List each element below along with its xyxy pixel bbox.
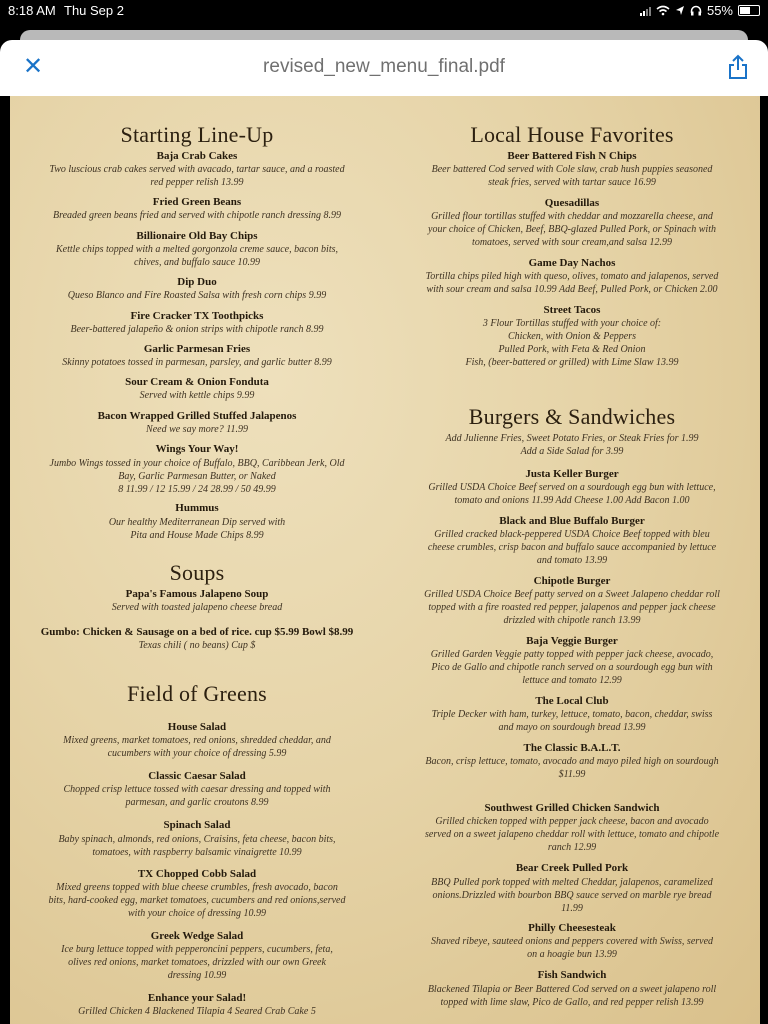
menu-item-desc: Grilled USDA Choice Beef served on a sourdough egg bun with lettuce, bbox=[428, 482, 716, 493]
menu-item-name: House Salad bbox=[167, 721, 227, 733]
menu-item-desc: 8 11.99 / 12 15.99 / 24 28.99 / 50 49.99 bbox=[118, 484, 276, 495]
menu-item-desc: Grilled chicken topped with pepper jack cheese, bacon and avocado bbox=[435, 816, 709, 827]
document-header bbox=[0, 40, 768, 96]
menu-item-desc: Fish, (beer-battered or grilled) with Lime Slaw 13.99 bbox=[465, 357, 679, 368]
menu-item-desc: and mayo on sourdough bread 13.99 bbox=[498, 722, 646, 733]
menu-item-desc: Bay, Garlic Parmesan Butter, or Naked bbox=[118, 471, 276, 482]
menu-item-name: Southwest Grilled Chicken Sandwich bbox=[484, 802, 660, 814]
menu-item-name: Philly Cheesesteak bbox=[528, 922, 616, 934]
menu-item-name: Justa Keller Burger bbox=[525, 468, 619, 480]
menu-item-name: Spinach Salad bbox=[163, 819, 231, 831]
menu-item-desc: Grilled USDA Choice Beef patty served on a Sweet Jalapeno cheddar roll bbox=[424, 589, 720, 600]
menu-item-desc: drizzled with chipotle ranch 13.99 bbox=[503, 615, 641, 626]
menu-item-desc: tomatoes, with raspberry balsamic vinaigrette 10.99 bbox=[92, 847, 302, 858]
menu-item-desc: Tortilla chips piled high with queso, olives, tomato and jalapenos, served bbox=[425, 271, 719, 282]
menu-item-desc: with your choice of dressing 10.99 bbox=[128, 908, 266, 919]
menu-item-desc: Pulled Pork, with Feta & Red Onion bbox=[498, 344, 646, 355]
menu-item-desc: and tomato 13.99 bbox=[536, 555, 608, 566]
menu-item-desc: Chopped crisp lettuce tossed with caesar dressing and topped with bbox=[63, 784, 331, 795]
cellular-signal-icon bbox=[640, 6, 651, 16]
menu-item-name: Garlic Parmesan Fries bbox=[143, 343, 251, 355]
menu-item-desc: Kettle chips topped with a melted gorgonzola creme sauce, bacon bits, bbox=[56, 244, 338, 255]
menu-item-desc: cucumbers with your choice of dressing 5.99 bbox=[107, 748, 287, 759]
menu-item-desc: Texas chili ( no beans) Cup $ bbox=[138, 640, 256, 651]
menu-item-desc: Grilled flour tortillas stuffed with cheddar and mozzarella cheese, and bbox=[431, 211, 713, 222]
menu-item-desc: ranch 12.99 bbox=[547, 842, 597, 853]
menu-item-desc: Our healthy Mediterranean Dip served with bbox=[108, 517, 286, 528]
menu-item-desc: onions.Drizzled with bourbon BBQ sauce served on marble rye bread bbox=[432, 890, 712, 901]
menu-item-desc: Bacon, crisp lettuce, tomato, avocado and mayo piled high on sourdough bbox=[425, 756, 719, 767]
section-title-greens: Field of Greens bbox=[127, 681, 267, 706]
section-title-favorites: Local House Favorites bbox=[470, 122, 674, 147]
menu-item-name: Beer Battered Fish N Chips bbox=[507, 150, 637, 162]
menu-item-desc: your choice of Chicken, Beef, BBQ-glazed Pulled Pork, or Spinach with bbox=[428, 224, 716, 235]
menu-item-name: Fire Cracker TX Toothpicks bbox=[130, 310, 264, 322]
document-title: revised_new_menu_final.pdf bbox=[263, 56, 505, 77]
menu-item-desc: red pepper relish 13.99 bbox=[150, 177, 244, 188]
menu-item-name: Baja Crab Cakes bbox=[156, 150, 238, 162]
menu-item-name: Fish Sandwich bbox=[537, 969, 607, 981]
section-title-soups: Soups bbox=[169, 560, 225, 585]
battery-percent: 55% bbox=[706, 3, 733, 18]
menu-item-desc: topped with a fire roasted red pepper, jalapenos and pepper jack cheese bbox=[428, 602, 716, 613]
menu-item-desc: Grilled cracked black-peppered USDA Choice Beef topped with bleu bbox=[434, 529, 710, 540]
menu-item-desc: parmesan, and garlic croutons 8.99 bbox=[125, 797, 269, 808]
menu-item-name: Chipotle Burger bbox=[533, 575, 611, 587]
menu-item-name: Bear Creek Pulled Pork bbox=[515, 862, 629, 874]
menu-item-desc: Blackened Tilapia or Beer Battered Cod served on a sweet jalapeno roll bbox=[427, 984, 717, 995]
menu-item-desc: Pico de Gallo and chipotle ranch served on a sourdough egg bun with bbox=[431, 662, 713, 673]
menu-item-desc: on a hoagie bun 13.99 bbox=[527, 949, 617, 960]
menu-item-name: The Classic B.A.L.T. bbox=[523, 742, 621, 754]
menu-item-name: Greek Wedge Salad bbox=[150, 930, 244, 942]
menu-item-desc: Two luscious crab cakes served with avacado, tartar sauce, and a roasted bbox=[49, 164, 345, 175]
location-icon bbox=[675, 5, 685, 16]
menu-item-desc: chives, and buffalo sauce 10.99 bbox=[133, 257, 261, 268]
battery-icon bbox=[738, 5, 760, 16]
menu-item-name: Hummus bbox=[175, 502, 219, 514]
menu-item-desc: 3 Flour Tortillas stuffed with your choice of: bbox=[482, 318, 662, 329]
menu-item-desc: Mixed greens, market tomatoes, red onions, shredded cheddar, and bbox=[63, 735, 331, 746]
menu-item-name: Bacon Wrapped Grilled Stuffed Jalapenos bbox=[97, 410, 297, 422]
menu-item-name: Game Day Nachos bbox=[528, 257, 616, 269]
menu-item-desc: topped with lime slaw, Pico de Gallo, and red pepper relish 13.99 bbox=[440, 997, 704, 1008]
menu-item-desc: Triple Decker with ham, turkey, lettuce, tomato, bacon, cheddar, swiss bbox=[431, 709, 713, 720]
menu-item-name: Billionaire Old Bay Chips bbox=[136, 230, 258, 242]
menu-item-name: Fried Green Beans bbox=[152, 196, 242, 208]
menu-item-desc: Served with kettle chips 9.99 bbox=[139, 390, 255, 401]
menu-item-name: Black and Blue Buffalo Burger bbox=[499, 515, 645, 527]
menu-item-desc: Beer-battered jalapeño & onion strips with chipotle ranch 8.99 bbox=[70, 324, 324, 335]
menu-item-desc: bits, hard-cooked egg, market tomatoes, cucumbers and red onions,served bbox=[48, 895, 346, 906]
menu-item-desc: Grilled Garden Veggie patty topped with pepper jack cheese, avocado, bbox=[430, 649, 714, 660]
status-time: 8:18 AM bbox=[8, 3, 56, 18]
share-icon[interactable] bbox=[726, 54, 750, 80]
section-intro: Add a Side Salad for 3.99 bbox=[520, 446, 624, 457]
menu-item-desc: Ice burg lettuce topped with pepperoncini peppers, cucumbers, feta, bbox=[61, 944, 333, 955]
menu-item-desc: dressing 10.99 bbox=[167, 970, 227, 981]
menu-item-desc: Need we say more? 11.99 bbox=[146, 424, 248, 435]
section-title-starting: Starting Line-Up bbox=[120, 122, 274, 147]
menu-item-name: The Local Club bbox=[535, 695, 609, 707]
menu-item-desc: served on a sweet jalapeno cheddar roll with lettuce, tomato and chipotle bbox=[424, 829, 720, 840]
menu-item-desc: tomatoes, served with sour cream,and salsa 12.99 bbox=[472, 237, 672, 248]
menu-item-desc: Baby spinach, almonds, red onions, Craisins, feta cheese, bacon bits, bbox=[58, 834, 336, 845]
menu-item-name: Quesadillas bbox=[544, 197, 600, 209]
menu-item-desc: Grilled Chicken 4 Blackened Tilapia 4 Seared Crab Cake 5 bbox=[78, 1006, 316, 1017]
status-indicators bbox=[640, 3, 760, 18]
menu-item-name: TX Chopped Cobb Salad bbox=[137, 868, 257, 880]
section-intro: Add Julienne Fries, Sweet Potato Fries, or Steak Fries for 1.99 bbox=[445, 433, 699, 444]
menu-item-desc: cheese crumbles, crisp bacon and buffalo sauce accompanied by lettuce bbox=[427, 542, 717, 553]
status-date: Thu Sep 2 bbox=[64, 3, 124, 18]
section-title-burgers: Burgers & Sandwiches bbox=[468, 404, 676, 429]
headphones-icon bbox=[690, 5, 702, 16]
menu-item-desc: with sour cream and salsa 10.99 Add Beef, Pulled Pork, or Chicken 2.00 bbox=[426, 284, 718, 295]
menu-item-name: Classic Caesar Salad bbox=[148, 770, 246, 782]
menu-item-desc: Served with toasted jalapeno cheese bread bbox=[111, 602, 283, 613]
menu-item-desc: tomato and onions 11.99 Add Cheese 1.00 Add Bacon 1.00 bbox=[454, 495, 690, 506]
menu-item-desc: lettuce and tomato 12.99 bbox=[522, 675, 622, 686]
menu-item-name: Papa's Famous Jalapeno Soup bbox=[125, 588, 269, 600]
menu-item-desc: olives red onions, market tomatoes, drizzled with our own Greek bbox=[68, 957, 326, 968]
menu-item-name: Baja Veggie Burger bbox=[526, 635, 618, 647]
menu-item-desc: Pita and House Made Chips 8.99 bbox=[130, 530, 264, 541]
menu-item-desc: Skinny potatoes tossed in parmesan, parsley, and garlic butter 8.99 bbox=[62, 357, 332, 368]
menu-item-name: Street Tacos bbox=[543, 304, 601, 316]
wifi-icon bbox=[656, 5, 670, 16]
menu-item-desc: Shaved ribeye, sauteed onions and peppers covered with Swiss, served bbox=[430, 936, 714, 947]
menu-item-desc: Breaded green beans fried and served with chipotle ranch dressing 8.99 bbox=[52, 210, 341, 221]
status-bar bbox=[0, 0, 768, 22]
menu-item-name: Sour Cream & Onion Fonduta bbox=[125, 376, 269, 388]
pdf-page[interactable] bbox=[10, 96, 760, 1024]
menu-item-desc: $11.99 bbox=[558, 769, 586, 780]
menu-item-desc: Mixed greens topped with blue cheese crumbles, fresh avocado, bacon bbox=[56, 882, 338, 893]
menu-item-name: Enhance your Salad! bbox=[147, 992, 247, 1004]
menu-item-name: Wings Your Way! bbox=[155, 443, 239, 455]
menu-item-desc: Jumbo Wings tossed in your choice of Buffalo, BBQ, Caribbean Jerk, Old bbox=[49, 458, 345, 469]
menu-item-desc: 11.99 bbox=[561, 903, 583, 914]
menu-item-desc: Chicken, with Onion & Peppers bbox=[507, 331, 637, 342]
menu-item-desc: Queso Blanco and Fire Roasted Salsa with fresh corn chips 9.99 bbox=[67, 290, 327, 301]
menu-item-name: Dip Duo bbox=[177, 276, 217, 288]
menu-item-desc: steak fries, served with tartar sauce 16.99 bbox=[488, 177, 656, 188]
menu-item-desc: Beer battered Cod served with Cole slaw, crab hush puppies seasoned bbox=[431, 164, 713, 175]
close-icon[interactable]: ✕ bbox=[22, 52, 44, 80]
menu-item-desc: BBQ Pulled pork topped with melted Cheddar, jalapenos, caramelized bbox=[431, 877, 713, 888]
menu-item-name: Gumbo: Chicken & Sausage on a bed of rice. cup $5.99 Bowl $8.99 bbox=[40, 626, 354, 638]
